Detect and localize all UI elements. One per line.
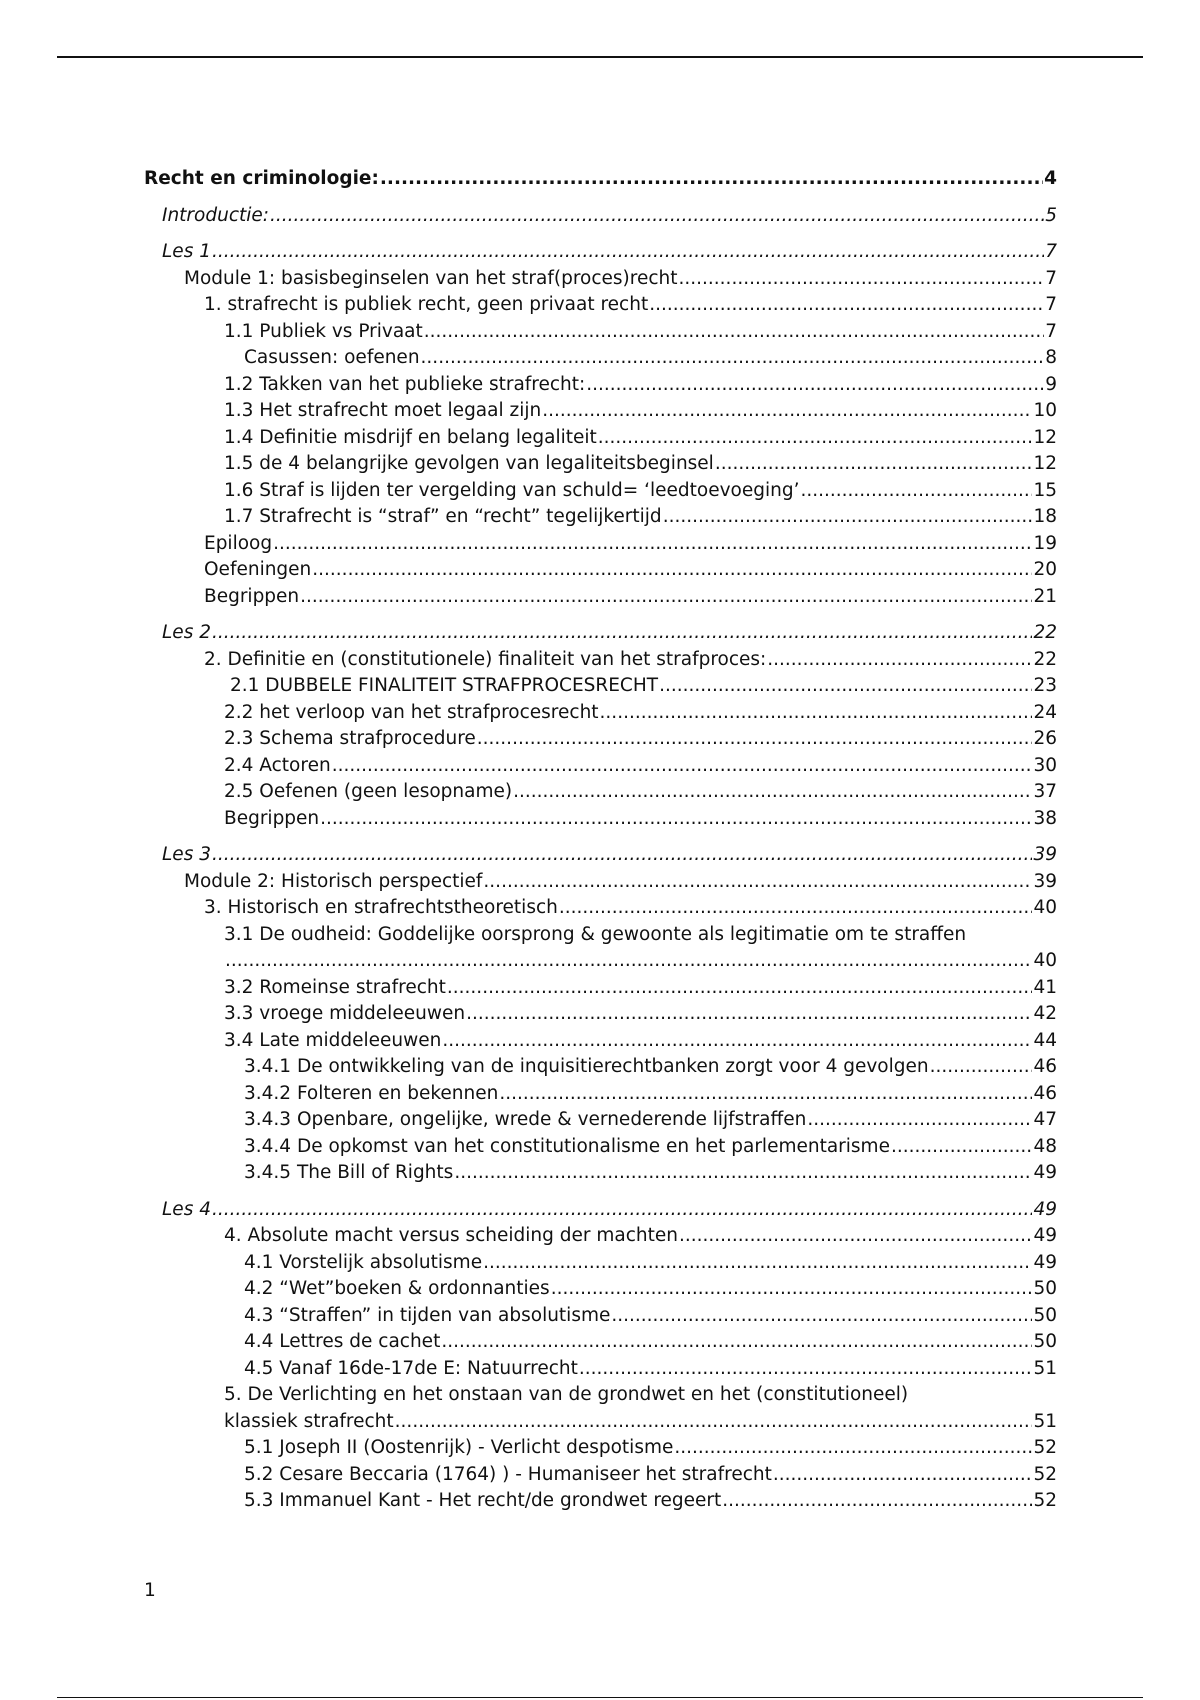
toc-entry-page: 39 bbox=[1033, 870, 1057, 892]
toc-entry-label: 3.4 Late middeleeuwen bbox=[224, 1029, 442, 1051]
toc-entry-page: 37 bbox=[1033, 781, 1057, 802]
toc-leader-dots bbox=[579, 1356, 1033, 1383]
toc-entry-label: 5.2 Cesare Beccaria (1764) ) - Humaniseer het strafrecht bbox=[244, 1463, 772, 1485]
toc-entry[interactable] bbox=[144, 166, 1057, 193]
toc-entry-label: 1.5 de 4 belangrijke gevolgen van legaliteitsbeginsel bbox=[224, 453, 714, 474]
toc-entry[interactable] bbox=[144, 372, 1057, 399]
toc-entry[interactable] bbox=[144, 292, 1057, 319]
toc-entry-label: Les 3 bbox=[162, 844, 211, 865]
footer-rule bbox=[57, 1697, 1143, 1698]
toc-entry-page: 50 bbox=[1033, 1331, 1057, 1352]
toc-leader-dots bbox=[483, 1250, 1032, 1277]
toc-entry[interactable] bbox=[144, 1356, 1057, 1383]
toc-entry-label: 4.2 “Wet”boeken & ordonnanties bbox=[244, 1278, 550, 1299]
header-rule bbox=[57, 56, 1143, 58]
toc-entry[interactable] bbox=[144, 1107, 1057, 1134]
toc-entry-label: Introductie: bbox=[162, 204, 270, 226]
toc-leader-dots bbox=[454, 1160, 1032, 1187]
toc-leader-dots bbox=[611, 1303, 1032, 1330]
toc-entry-page: 41 bbox=[1033, 976, 1057, 998]
toc-entry-page: 51 bbox=[1033, 1357, 1057, 1379]
toc-entry-page: 48 bbox=[1033, 1135, 1057, 1157]
toc-entry-page: 47 bbox=[1033, 1109, 1057, 1130]
toc-entry-page: 52 bbox=[1033, 1463, 1057, 1485]
toc-entry-label: 2.4 Actoren bbox=[224, 754, 331, 776]
toc-entry[interactable] bbox=[144, 753, 1057, 780]
toc-leader-dots bbox=[891, 1134, 1032, 1161]
toc-entry[interactable] bbox=[144, 451, 1057, 478]
toc-entry-page: 7 bbox=[1045, 241, 1057, 262]
toc-entry-label: Module 2: Historisch perspectief bbox=[184, 870, 483, 892]
toc-entry-label: 5.1 Joseph II (Oostenrijk) - Verlicht despotisme bbox=[244, 1437, 674, 1458]
toc-entry[interactable] bbox=[144, 203, 1057, 230]
toc-entry[interactable] bbox=[144, 239, 1057, 266]
toc-entry-label: 4.1 Vorstelijk absolutisme bbox=[244, 1251, 483, 1273]
toc-entry-page: 30 bbox=[1033, 754, 1057, 776]
toc-entry-page: 24 bbox=[1033, 701, 1057, 723]
toc-entry[interactable] bbox=[144, 1462, 1057, 1489]
toc-entry[interactable] bbox=[144, 531, 1057, 558]
toc-entry-page: 7 bbox=[1045, 267, 1057, 289]
toc-leader-dots bbox=[332, 753, 1033, 780]
toc-entry-label: 4.5 Vanaf 16de-17de E: Natuurrecht bbox=[244, 1357, 578, 1379]
toc-leader-dots bbox=[773, 1462, 1033, 1489]
toc-entry[interactable] bbox=[144, 975, 1057, 1002]
toc-leader-dots bbox=[483, 869, 1032, 896]
toc-leader-dots bbox=[421, 345, 1045, 372]
toc-entry-page: 5 bbox=[1045, 204, 1057, 226]
toc-entry[interactable] bbox=[144, 1134, 1057, 1161]
toc-leader-dots bbox=[320, 806, 1032, 833]
toc-leader-dots bbox=[441, 1329, 1032, 1356]
toc-entry-label: 4.4 Lettres de cachet bbox=[244, 1331, 441, 1352]
toc-leader-dots bbox=[447, 975, 1033, 1002]
toc-entry-page: 49 bbox=[1033, 1251, 1057, 1273]
toc-leader-dots bbox=[270, 203, 1044, 230]
toc-leader-dots bbox=[767, 647, 1032, 674]
toc-leader-dots bbox=[551, 1276, 1033, 1303]
toc-entry-label: 1.2 Takken van het publieke strafrecht: bbox=[224, 373, 586, 395]
toc-entry-page: 19 bbox=[1033, 532, 1057, 554]
toc-leader-dots bbox=[225, 948, 1032, 975]
toc-entry[interactable] bbox=[144, 620, 1057, 647]
toc-entry[interactable] bbox=[144, 584, 1057, 611]
toc-leader-dots bbox=[679, 266, 1045, 293]
toc-entry[interactable] bbox=[144, 1250, 1057, 1277]
toc-entry-page: 42 bbox=[1033, 1003, 1057, 1024]
toc-entry-label: 3.2 Romeinse strafrecht bbox=[224, 976, 446, 998]
toc-entry-label: 3.4.5 The Bill of Rights bbox=[244, 1162, 454, 1183]
toc-entry[interactable] bbox=[144, 1160, 1057, 1187]
toc-leader-dots bbox=[649, 292, 1044, 319]
toc-leader-dots bbox=[674, 1435, 1032, 1462]
toc-entry-page: 12 bbox=[1033, 453, 1057, 474]
toc-entry-label: 3.4.4 De opkomst van het constitutionalisme en het parlementarisme bbox=[244, 1135, 890, 1157]
toc-leader-dots bbox=[542, 398, 1032, 425]
toc-entry-label: Les 1 bbox=[162, 241, 211, 262]
toc-entry-label: Begrippen bbox=[224, 807, 320, 829]
toc-entry-label: 1.1 Publiek vs Privaat bbox=[224, 320, 423, 342]
toc-entry-label: Epiloog bbox=[204, 532, 273, 554]
toc-leader-dots bbox=[600, 700, 1033, 727]
toc-entry-label: Les 4 bbox=[162, 1198, 211, 1220]
toc-entry[interactable] bbox=[144, 345, 1057, 372]
toc-entry-label: 2.1 DUBBELE FINALITEIT STRAFPROCESRECHT bbox=[230, 675, 659, 696]
toc-entry-label: 3.4.2 Folteren en bekennen bbox=[244, 1082, 499, 1104]
toc-leader-dots bbox=[679, 1223, 1032, 1250]
toc-entry-page: 18 bbox=[1033, 506, 1057, 527]
toc-entry[interactable] bbox=[144, 266, 1057, 293]
toc-entry-page: 39 bbox=[1033, 844, 1057, 865]
toc-entry-page: 40 bbox=[1033, 897, 1057, 918]
toc-entry-page: 51 bbox=[1033, 1410, 1057, 1432]
toc-entry-page: 9 bbox=[1045, 373, 1057, 395]
toc-leader-dots bbox=[715, 451, 1033, 478]
toc-entry-page: 38 bbox=[1033, 807, 1057, 829]
toc-entry-label: 1.3 Het strafrecht moet legaal zijn bbox=[224, 400, 542, 421]
toc-leader-dots bbox=[513, 779, 1032, 806]
toc-entry[interactable] bbox=[144, 1197, 1057, 1224]
toc-entry-page: 52 bbox=[1033, 1490, 1057, 1511]
toc-entry-label: 3.3 vroege middeleeuwen bbox=[224, 1003, 466, 1024]
toc-leader-dots bbox=[598, 425, 1033, 452]
toc-entry-label: klassiek strafrecht bbox=[224, 1410, 394, 1432]
toc-leader-dots bbox=[212, 239, 1044, 266]
toc-entry-label: 2.3 Schema strafprocedure bbox=[224, 728, 476, 749]
toc-entry[interactable] bbox=[144, 1488, 1057, 1515]
toc-entry-label: 2.5 Oefenen (geen lesopname) bbox=[224, 781, 513, 802]
toc-entry[interactable] bbox=[144, 779, 1057, 806]
toc-entry-label: 3.4.1 De ontwikkeling van de inquisitierechtbanken zorgt voor 4 gevolgen bbox=[244, 1056, 929, 1077]
toc-entry-page: 15 bbox=[1033, 479, 1057, 501]
toc-entry-label: 1.4 Definitie misdrijf en belang legaliteit bbox=[224, 426, 597, 448]
toc-entry-label: Casussen: oefenen bbox=[244, 347, 420, 368]
toc-entry[interactable] bbox=[144, 1223, 1057, 1250]
toc-leader-dots bbox=[442, 1028, 1032, 1055]
toc-entry-label: Recht en criminologie: bbox=[144, 168, 379, 189]
toc-entry[interactable] bbox=[144, 806, 1057, 833]
toc-entry[interactable] bbox=[144, 1303, 1057, 1330]
toc-entry[interactable] bbox=[144, 1382, 1057, 1435]
toc-entry-page: 52 bbox=[1033, 1437, 1057, 1458]
toc-entry[interactable] bbox=[144, 398, 1057, 425]
toc-entry-label: 2. Definitie en (constitutionele) finaliteit van het strafproces: bbox=[204, 648, 767, 670]
toc-entry[interactable] bbox=[144, 1081, 1057, 1108]
toc-entry-label: Les 2 bbox=[162, 622, 211, 643]
toc-leader-dots bbox=[559, 895, 1033, 922]
toc-entry[interactable] bbox=[144, 726, 1057, 753]
toc-entry-label: 5.3 Immanuel Kant - Het recht/de grondwet regeert bbox=[244, 1490, 722, 1511]
toc-leader-dots bbox=[466, 1001, 1032, 1028]
toc-entry-page: 8 bbox=[1045, 347, 1057, 368]
page-number: 1 bbox=[144, 1580, 156, 1601]
toc-leader-dots bbox=[930, 1054, 1033, 1081]
toc-entry-page: 7 bbox=[1045, 320, 1057, 342]
toc-entry-page: 22 bbox=[1033, 622, 1057, 643]
toc-entry-label: 1.7 Strafrecht is “straf” en “recht” tegelijkertijd bbox=[224, 506, 662, 527]
toc-leader-dots bbox=[312, 557, 1032, 584]
toc-entry-page: 46 bbox=[1033, 1056, 1057, 1077]
toc-entry-page: 49 bbox=[1033, 1198, 1057, 1220]
toc-entry-page: 50 bbox=[1033, 1278, 1057, 1299]
toc-entry-label: 3.1 De oudheid: Goddelijke oorsprong & gewoonte als legitimatie om te straffen bbox=[224, 923, 967, 945]
toc-entry-label: Oefeningen bbox=[204, 559, 312, 580]
toc-leader-dots bbox=[424, 319, 1044, 346]
toc-entry[interactable] bbox=[144, 647, 1057, 674]
toc-leader-dots bbox=[499, 1081, 1032, 1108]
toc-entry[interactable] bbox=[144, 478, 1057, 505]
toc-entry-page: 40 bbox=[1033, 950, 1057, 971]
toc-entry-page: 20 bbox=[1033, 559, 1057, 580]
toc-entry-label: Begrippen bbox=[204, 585, 300, 607]
toc-entry-page: 26 bbox=[1033, 728, 1057, 749]
toc-entry-page: 23 bbox=[1033, 675, 1057, 696]
toc-entry-page: 46 bbox=[1033, 1082, 1057, 1104]
toc-entry-page: 22 bbox=[1033, 648, 1057, 670]
toc-entry-label: 1.6 Straf is lijden ter vergelding van schuld= ‘leedtoevoeging’ bbox=[224, 479, 800, 501]
toc-entry-page: 44 bbox=[1033, 1029, 1057, 1051]
toc-entry-label: 3. Historisch en strafrechtstheoretisch bbox=[204, 897, 558, 918]
toc-entry[interactable] bbox=[144, 842, 1057, 869]
toc-entry-page: 4 bbox=[1044, 168, 1057, 189]
toc-leader-dots bbox=[212, 1197, 1032, 1224]
toc-leader-dots bbox=[212, 842, 1032, 869]
toc-entry[interactable] bbox=[144, 557, 1057, 584]
toc-entry[interactable] bbox=[144, 504, 1057, 531]
toc-entry-label: 3.4.3 Openbare, ongelijke, wrede & vernederende lijfstraffen bbox=[244, 1109, 807, 1130]
toc-leader-dots bbox=[800, 478, 1032, 505]
toc-entry[interactable] bbox=[144, 1054, 1057, 1081]
toc-entry[interactable] bbox=[144, 922, 1057, 975]
toc-entry-page: 12 bbox=[1033, 426, 1057, 448]
toc-entry-page: 7 bbox=[1045, 294, 1057, 315]
toc-leader-dots bbox=[212, 620, 1032, 647]
toc-entry-page: 10 bbox=[1033, 400, 1057, 421]
toc-entry-label: 1. strafrecht is publiek recht, geen privaat recht bbox=[204, 294, 649, 315]
toc-entry[interactable] bbox=[144, 1329, 1057, 1356]
toc-entry[interactable] bbox=[144, 895, 1057, 922]
table-of-contents bbox=[144, 166, 1057, 1515]
toc-entry[interactable] bbox=[144, 319, 1057, 346]
toc-leader-dots bbox=[380, 166, 1043, 193]
toc-entry-label: 4. Absolute macht versus scheiding der machten bbox=[224, 1225, 678, 1246]
toc-leader-dots bbox=[273, 531, 1032, 558]
toc-leader-dots bbox=[586, 372, 1044, 399]
toc-entry-label: Module 1: basisbeginselen van het straf(proces)recht bbox=[184, 267, 678, 289]
toc-leader-dots bbox=[300, 584, 1032, 611]
toc-entry-page: 21 bbox=[1033, 585, 1057, 607]
toc-entry-page: 49 bbox=[1033, 1162, 1057, 1183]
toc-entry[interactable] bbox=[144, 1001, 1057, 1028]
toc-leader-dots bbox=[477, 726, 1033, 753]
toc-leader-dots bbox=[807, 1107, 1032, 1134]
toc-entry[interactable] bbox=[144, 1028, 1057, 1055]
toc-entry[interactable] bbox=[144, 425, 1057, 452]
toc-entry[interactable] bbox=[144, 700, 1057, 727]
toc-leader-dots bbox=[659, 673, 1032, 700]
toc-entry[interactable] bbox=[144, 869, 1057, 896]
toc-entry[interactable] bbox=[144, 1435, 1057, 1462]
toc-entry-page: 49 bbox=[1033, 1225, 1057, 1246]
toc-entry-label: 2.2 het verloop van het strafprocesrecht bbox=[224, 701, 599, 723]
toc-entry-label: 5. De Verlichting en het onstaan van de grondwet en het (constitutioneel) bbox=[224, 1384, 909, 1405]
toc-entry-page: 50 bbox=[1033, 1304, 1057, 1326]
toc-entry[interactable] bbox=[144, 673, 1057, 700]
toc-leader-dots bbox=[663, 504, 1033, 531]
toc-leader-dots bbox=[395, 1409, 1033, 1436]
toc-entry[interactable] bbox=[144, 1276, 1057, 1303]
toc-leader-dots bbox=[722, 1488, 1032, 1515]
toc-entry-label: 4.3 “Straffen” in tijden van absolutisme bbox=[244, 1304, 611, 1326]
